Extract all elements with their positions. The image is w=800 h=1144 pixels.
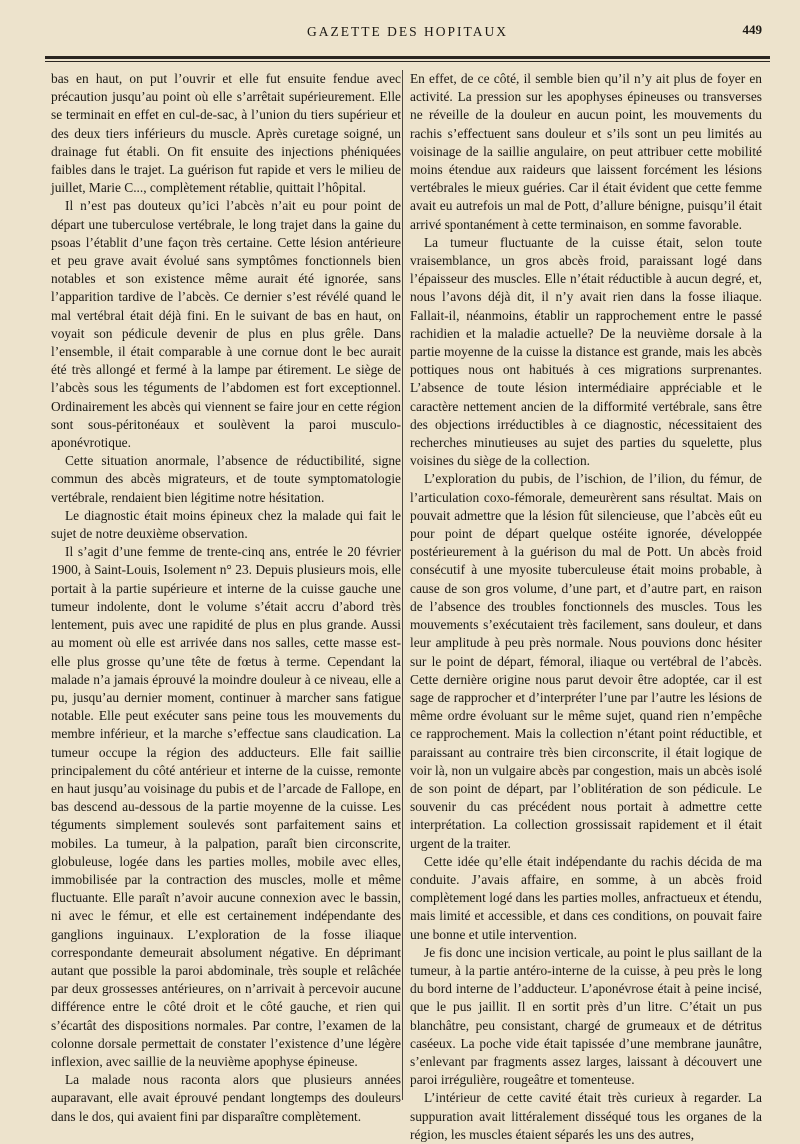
left-paragraph: Cette situation anormale, l’absence de réductibilité, signe commun des abcès migrateurs, et de toute symptomatologie vertébrale, rendaient bien légitime notre hésitation.: [51, 453, 401, 505]
running-title: GAZETTE DES HOPITAUX: [307, 24, 508, 39]
page-header: [45, 18, 770, 48]
left-paragraph: La malade nous raconta alors que plusieurs années auparavant, elle avait éprouvé pendant longtemps des douleurs dans le dos, qui avaient fini par disparaître complètement.: [51, 1072, 401, 1124]
page-number: 449: [742, 22, 762, 37]
right-column: [410, 70, 762, 1142]
left-paragraph: Il s’agit d’une femme de trente-cinq ans, entrée le 20 février 1900, à Saint-Louis, Isolement n° 23. Depuis plusieurs mois, elle portait à la partie supérieure et interne de la cuisse gauche une tumeur indolente, dont le volume s’était accru d’abord très lentement, puis avec une rapidité de plus en plus grande. Aussi au moment où elle est arrivée dans nos salles, cette masse est-elle plus grosse qu’une tête de fœtus à terme. Cependant la malade n’a jamais éprouvé la moindre douleur à ce niveau, elle a pu, jusqu’au dernier moment, continuer à marcher sans fatigue notable. Elle peut exécuter sans peine tous les mouvements du membre inférieur, et la marche s’effectue sans claudication. La tumeur occupe la région des adducteurs. Elle fait saillie principalement du côté antérieur et interne de la cuisse, remonte en haut jusqu’au voisinage du pubis et de l’arcade de Fallope, en bas descend au-dessous de la partie moyenne de la cuisse. Les téguments simplement soulevés sont parfaitement sains et mobiles. La tumeur, à la palpation, paraît bien circonscrite, globuleuse, logée dans les parties molles, mobile avec elles, immobilisée par la contraction des muscles, molle et même fluctuante. Elle paraît n’avoir aucune connexion avec le bassin, ni avec le fémur, et elle est certainement indépendante des ganglions inguinaux. L’exploration de la fosse iliaque correspondante demeurait absolument négative. En déprimant autant que possible la paroi abdominale, très souple et relâchée par deux grossesses antérieures, on n’arrivait à percevoir aucune différence entre le côté droit et le côté gauche, et rien qui s’écartât des dispositions normales. Par contre, l’examen de la colonne dorsale permettait de constater l’existence d’une légère inflexion, avec saillie de la neuvième apophyse épineuse.: [51, 544, 401, 1069]
header-rule-thick: [45, 56, 770, 59]
column-divider: [402, 70, 403, 1100]
right-paragraph: En effet, de ce côté, il semble bien qu’il n’y ait plus de foyer en activité. La pression sur les apophyses épineuses ou transverses ne réveille de la douleur en aucun point, les mouvements du rachis s’effectuent sans douleur et s’ils sont un peu limités au voisinage de la saillie angulaire, on peut attribuer cette mobilité moins étendue aux raideurs que laissent forcément les lésions vertébrales le mieux guéries. Car il était évident que cette femme avait eu autrefois un mal de Pott, d’allure bénigne, puisqu’il était arrivé spontanément à cette terminaison, en somme favorable.: [410, 71, 762, 232]
left-paragraph: bas en haut, on put l’ouvrir et elle fut ensuite fendue avec précaution jusqu’au point où elle s’arrêtait supérieurement. Elle se terminait en effet en cul-de-sac, à l’union du tiers supérieur et des deux tiers inférieurs du muscle. Après curetage soigné, un drainage fut établi. On fit ensuite des injections phéniquées faibles dans le trajet. La guérison fut rapide et vers le milieu de juillet, Marie C..., complètement rétablie, quittait l’hôpital.: [51, 71, 401, 196]
right-paragraph: L’intérieur de cette cavité était très curieux à regarder. La suppuration avait littéralement disséqué tous les organes de la région, les muscles étaient séparés les uns des autres,: [410, 1090, 762, 1142]
right-paragraph: L’exploration du pubis, de l’ischion, de l’ilion, du fémur, de l’articulation coxo-fémorale, demeurèrent sans résultat. Mais on pouvait admettre que la lésion fût silencieuse, que l’abcès eût eu pour point de départ quelque ostéite ignorée, développée postérieurement à la guérison du mal de Pott. Un abcès froid consécutif à une myosite tuberculeuse était moins probable, à cause de son gros volume, d’une part, et d’autre part, en raison de l’absence des troubles fonctionnels des muscles. Tous les mouvements s’exécutaient très facilement, sans douleur, et dans leur amplitude à peu près normale. Nous pouvions donc hésiter sur le point de départ, fémoral, iliaque ou vertébral de l’abcès. Cette dernière origine nous parut devoir être adoptée, car il est sage de rapprocher et d’interpréter l’une par l’autre les lésions de même ordre évoluant sur le même sujet, quand rien n’empêche ce rapprochement. Mais la collection n’étant point réductible, et paraissant au contraire très bien circonscrite, il était logique de voir là, non un vulgaire abcès par congestion, mais un abcès isolé de son point de départ, par l’oblitération de son pédicule. Le souvenir du cas précédent nous portait à admettre cette interprétation. La collection grossissait rapidement et il était urgent de la traiter.: [410, 471, 762, 851]
right-paragraph: Cette idée qu’elle était indépendante du rachis décida de ma conduite. J’avais affaire, en somme, à un abcès froid complètement logé dans les parties molles, anfractueux et étendu, mais limité et accessible, et dans ces conditions, on pouvait faire une bonne et utile intervention.: [410, 853, 762, 942]
right-paragraph: La tumeur fluctuante de la cuisse était, selon toute vraisemblance, un gros abcès froid, paraissant logé dans l’épaisseur des muscles. Elle n’était réductible à aucun degré, et, nous l’avons déjà dit, il n’y avait rien dans la fosse iliaque. Fallait-il, néanmoins, établir un rapprochement entre le passé rachidien et la maladie actuelle? De la neuvième dorsale à la partie moyenne de la cuisse la distance est grande, mais les abcès pottiques nous ont habitués à ces migrations surprenantes. L’absence de toute lésion intermédiaire appréciable et le caractère nettement ancien de la difformité vertébrale, sans être des objections irréductibles à ce diagnostic, nécessitaient des recherches minutieuses au sujet des parties du squelette, plus voisines du siège de la collection.: [410, 234, 762, 469]
right-paragraph: Je fis donc une incision verticale, au point le plus saillant de la tumeur, à la partie antéro-interne de la cuisse, à peu près le long du bord interne de l’adducteur. L’aponévrose était à peine incisé, que le pus jaillit. Il en sortit près d’un litre. C’était un pus blanchâtre, peu consistant, chargé de grumeaux et de détritus caséeux. La poche vide était tapissée d’une membrane jaunâtre, s’enlevant par fragments assez larges, laissant à découvert une paroi irrégulière, rougeâtre et tomenteuse.: [410, 944, 762, 1088]
header-rule-thin: [45, 61, 770, 62]
left-paragraph: Le diagnostic était moins épineux chez la malade qui fait le sujet de notre deuxième observation.: [51, 507, 401, 542]
left-paragraph: Il n’est pas douteux qu’ici l’abcès n’ait eu pour point de départ une tuberculose vertébrale, le long trajet dans la gaine du psoas l’établit d’une façon très certaine. Cette lésion antérieure et peu grave avait évolué sans symptômes fonctionnels bien notables et son existence même aurait été ignorée, sans l’apparition tardive de l’abcès. Ce dernier s’est révélé quand le mal vertébral était déjà fini. En le suivant de bas en haut, on voyait son pédicule devenir de plus en plus grêle. Dans l’ensemble, il était comparable à une cornue dont le bec aurait été très allongé et fermé à la lampe par étirement. Le siège de l’abcès sous les téguments de l’abdomen est fort exceptionnel. Ordinairement les abcès qui viennent se faire jour en cette région sont sous-péritonéaux et soulèvent la paroi musculo-aponévrotique.: [51, 198, 401, 451]
left-column: [51, 70, 401, 1124]
